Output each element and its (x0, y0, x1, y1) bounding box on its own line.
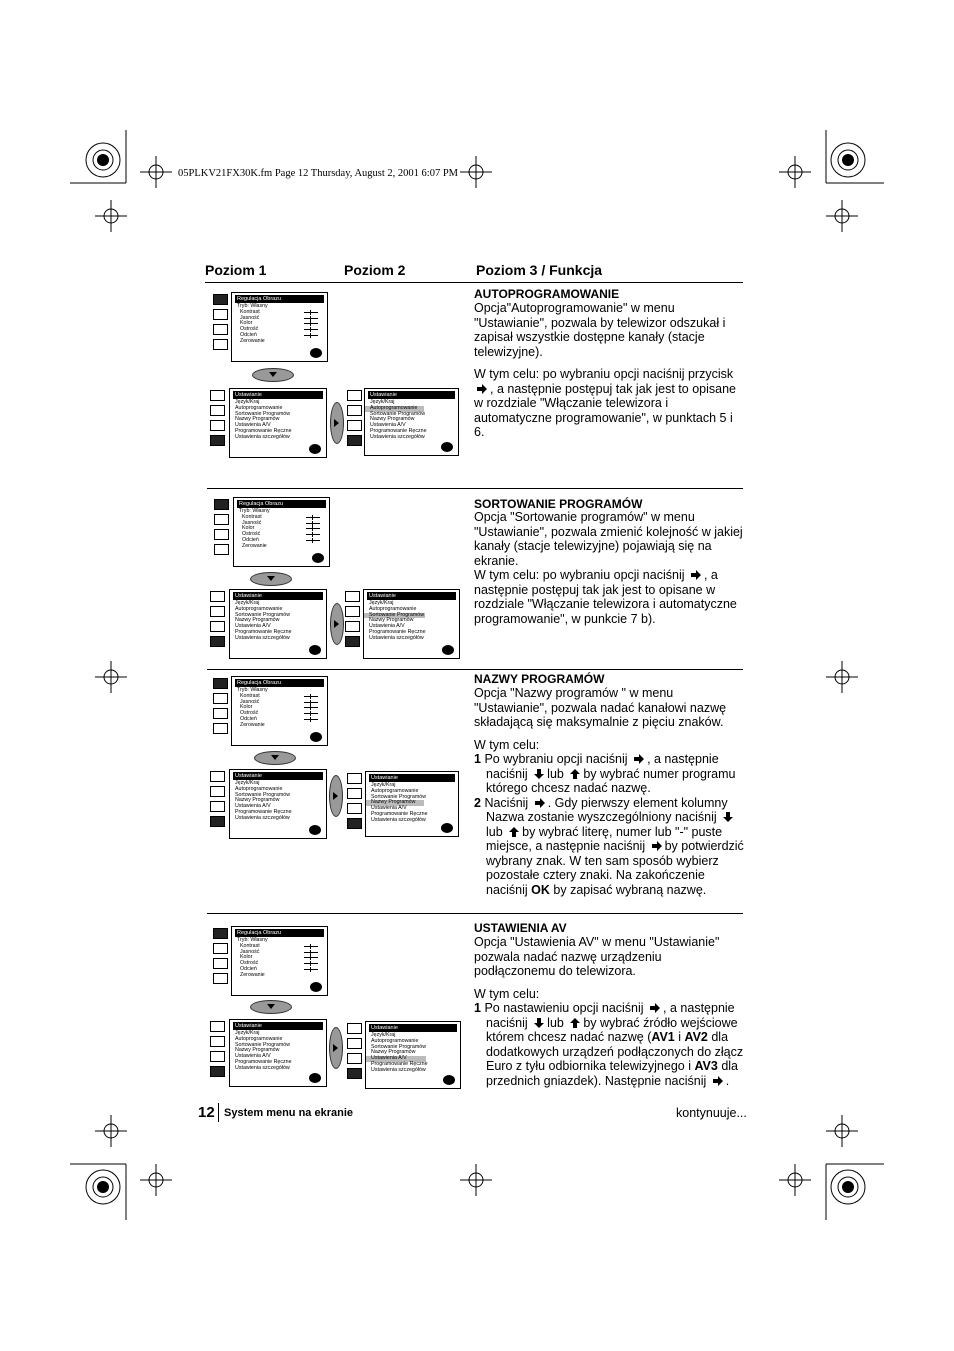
ok-icon (309, 1073, 321, 1083)
right-arrow-icon (633, 753, 645, 765)
ok-icon (312, 553, 324, 563)
footer-divider (218, 1103, 219, 1122)
right-arrow-icon (649, 1002, 661, 1014)
ok-icon (442, 645, 454, 655)
section-title-sort: SORTOWANIE PROGRAMÓW (474, 497, 643, 511)
osd-sort-screen: Ustawianie Język/Kraj Autoprogramowanie Sortowanie Programów Nazwy Programów Ustawienia A/V Programowanie Ręczne Ustawienia szczegółów (363, 589, 460, 659)
section-title-av: USTAWIENIA AV (474, 921, 567, 935)
menu-icons (347, 390, 363, 450)
osd-picture-screen: Regulacja Obrazu Tryb: Własny Kontrast Jasność Kolor Ostrość Odcień Zerowanie (233, 497, 330, 567)
menu-icons (210, 591, 226, 651)
up-arrow-icon (569, 768, 581, 780)
right-arrow-icon (712, 1075, 724, 1087)
right-button-icon (330, 402, 344, 444)
down-arrow-icon (533, 768, 545, 780)
section-divider (207, 669, 743, 670)
menu-icons (347, 773, 363, 833)
down-arrow-icon (722, 811, 734, 823)
section-body-names: Opcja "Nazwy programów " w menu "Ustawianie", pozwala nadać kanałowi nazwę składającą się maksymalnie z pięciu znaków. W tym celu: 1 Po wybraniu opcji naciśnij , a następnie naciśnij lub by wybrać numer programu którego chcesz nadać nazwę. 2 Naciśnij . Gdy pierwszy element kolumny Nazwa zostanie wyszczególniony naciśnij lub by wybrać literę, numer lub "-" puste miejsce, a następnie naciśnij by potwierdzić wybrany znak. W ten sam sposób wybierz pozostałe cztery znaki. Na zakończenie naciśnij OK by zapisać wybraną nazwę. (474, 686, 744, 897)
footer-section-title: System menu na ekranie (224, 1107, 354, 1119)
file-info: 05PLKV21FX30K.fm Page 12 Thursday, August 2, 2001 6:07 PM (178, 168, 459, 179)
down-button-icon (254, 751, 296, 765)
menu-icons (345, 591, 361, 651)
section-title-autoprog: AUTOPROGRAMOWANIE (474, 287, 620, 301)
up-arrow-icon (508, 826, 520, 838)
right-button-icon (329, 1027, 343, 1069)
ok-icon (309, 825, 321, 835)
ok-icon (443, 1075, 455, 1085)
section-body-av: Opcja "Ustawienia AV" w menu "Ustawianie" pozwala nadać nazwę urządzeniu podłączonemu do telewizora. W tym celu: 1 Po nastawieniu opcji naciśnij , a następnie naciśnij lub by wybrać źródło wejściowe którem chcesz nadać nazwę (AV1 i AV2 dla dodatkowych urządzeń podłączonych do złącz Euro z tyłu odbiornika telewizyjnego i AV3 dla przednich gniazdek). Następnie naciśnij . (474, 935, 744, 1088)
column-title-level1: Poziom 1 (205, 262, 267, 278)
menu-icons (210, 771, 226, 831)
ok-icon (310, 982, 322, 992)
right-button-icon (330, 603, 344, 645)
osd-picture-screen: Regulacja Obrazu Tryb: Własny Kontrast Jasność Kolor Ostrość Odcień Zerowanie (231, 676, 328, 746)
menu-icons (213, 294, 229, 354)
column-title-level2: Poziom 2 (344, 262, 406, 278)
ok-icon (441, 442, 453, 452)
osd-names-screen: Ustawianie Język/Kraj Autoprogramowanie Sortowanie Programów Nazwy Programów Ustawienia A/V Programowanie Ręczne Ustawienia szczegółów (365, 771, 459, 837)
continued-label: kontynuuje... (676, 1106, 747, 1120)
right-button-icon (329, 775, 343, 817)
section-body-sort: Opcja "Sortowanie programów" w menu "Ustawianie", pozwala zmienić kolejność w jakiej kanały (stacje telewizyjne) pojawiają się na ekranie. W tym celu: po wybraniu opcji naciśnij , a następnie postępuj tak jak jest to opisane w rozdziale "Włączanie telewizora i automatyczne programowanie", w punkcie 7 b). (474, 510, 743, 626)
up-arrow-icon (569, 1017, 581, 1029)
down-button-icon (252, 368, 294, 382)
ok-icon (310, 732, 322, 742)
osd-setup-screen: Ustawianie Język/Kraj Autoprogramowanie Sortowanie Programów Nazwy Programów Ustawienia A/V Programowanie Ręczne Ustawienia szczegółów (229, 1019, 327, 1087)
down-arrow-icon (533, 1017, 545, 1029)
header-rule (205, 282, 743, 283)
page-number: 12 (198, 1104, 215, 1121)
right-arrow-icon (690, 569, 702, 581)
osd-setup-screen: Ustawianie Język/Kraj Autoprogramowanie Sortowanie Programów Nazwy Programów Ustawienia A/V Programowanie Ręczne Ustawienia szczegółów (229, 769, 327, 839)
down-button-icon (250, 572, 292, 586)
osd-av-screen: Ustawianie Język/Kraj Autoprogramowanie Sortowanie Programów Nazwy Programów Ustawienia A/V Programowanie Ręczne Ustawienia szczegółów (365, 1021, 461, 1089)
osd-picture-screen: Regulacja Obrazu Tryb: Własny Kontrast Jasność Kolor Ostrość Odcień Zerowanie (231, 292, 328, 362)
menu-icons (213, 928, 229, 988)
section-body-autoprog: Opcja"Autoprogramowanie" w menu "Ustawianie", pozwala by telewizor odszukał i zapisał wszystkie dostępne kanały (stacje telewizyjne). W tym celu: po wybraniu opcji naciśnij przycisk , a następnie postępuj tak jak jest to opisane w rozdziale "Włączanie telewizora i automatyczne programowanie", w punktach 5 i 6. (474, 301, 736, 439)
menu-icons (210, 390, 226, 450)
ok-icon (441, 823, 453, 833)
section-divider (207, 913, 743, 914)
menu-icons (210, 1021, 226, 1081)
osd-setup-screen: Ustawianie Język/Kraj Autoprogramowanie Sortowanie Programów Nazwy Programów Ustawienia A/V Programowanie Ręczne Ustawienia szczegółów (229, 388, 327, 458)
section-title-names: NAZWY PROGRAMÓW (474, 672, 605, 686)
right-arrow-icon (534, 797, 546, 809)
menu-icons (214, 499, 230, 559)
menu-icons (347, 1023, 363, 1083)
ok-icon (309, 444, 321, 454)
section-divider (207, 488, 743, 489)
ok-icon (310, 348, 322, 358)
osd-picture-screen: Regulacja Obrazu Tryb: Własny Kontrast Jasność Kolor Ostrość Odcień Zerowanie (231, 926, 328, 996)
right-arrow-icon (476, 383, 488, 395)
osd-autoprog-screen: Ustawianie Język/Kraj Autoprogramowanie Sortowanie Programów Nazwy Programów Ustawienia A/V Programowanie Ręczne Ustawienia szczegółów (364, 388, 459, 456)
menu-icons (213, 678, 229, 738)
column-title-level3: Poziom 3 / Funkcja (476, 262, 603, 278)
osd-setup-screen: Ustawianie Język/Kraj Autoprogramowanie Sortowanie Programów Nazwy Programów Ustawienia A/V Programowanie Ręczne Ustawienia szczegółów (229, 589, 327, 659)
right-arrow-icon (651, 840, 663, 852)
down-button-icon (250, 1000, 292, 1014)
ok-icon (309, 645, 321, 655)
